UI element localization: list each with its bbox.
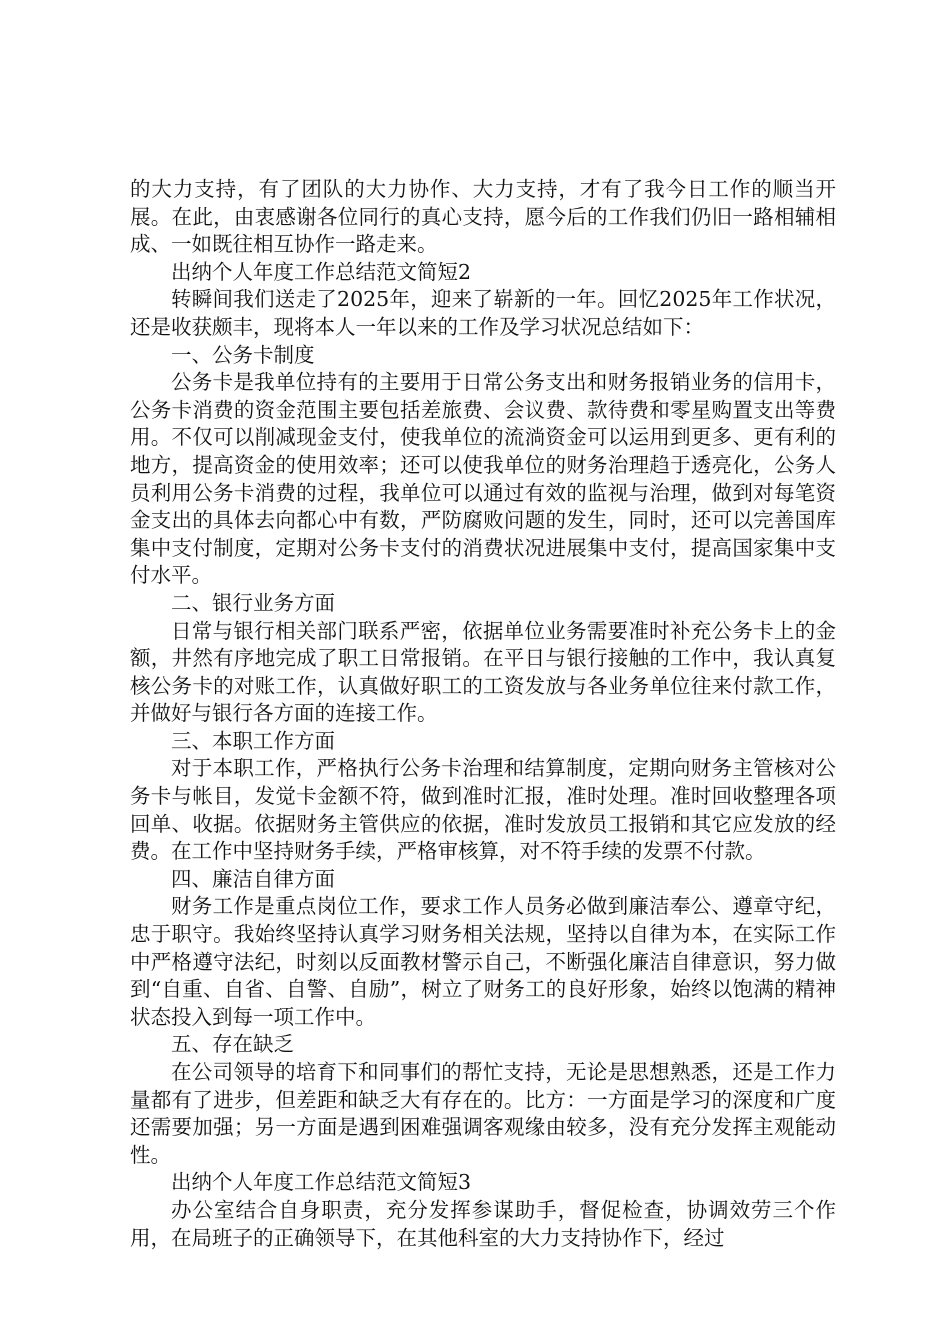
paragraph-bank-business: 日常与银行相关部门联系严密，依据单位业务需要准时补充公务卡上的金额，井然有序地完成了职工日常报销。在平日与银行接触的工作中，我认真复核公务卡的对账工作，认真做好职工的工资发放与各业务单位往来付款工作，并做好与银行各方面的连接工作。 <box>130 618 836 726</box>
heading-duty-work: 三、本职工作方面 <box>171 728 335 753</box>
section-title-3: 出纳个人年度工作总结范文简短3 <box>171 1170 472 1195</box>
paragraph-duty-work: 对于本职工作，严格执行公务卡治理和结算制度，定期向财务主管核对公务卡与帐目，发觉卡金额不符，做到准时汇报，准时处理。准时回收整理各项回单、收据。依据财务主管供应的依据，准时发放员工报销和其它应发放的经费。在工作中坚持财务手续，严格审核算，对不符手续的发票不付款。 <box>130 756 836 864</box>
heading-bank-business: 二、银行业务方面 <box>171 590 335 615</box>
paragraph-integrity: 财务工作是重点岗位工作，要求工作人员务必做到廉洁奉公、遵章守纪，忠于职守。我始终坚持认真学习财务相关法规，坚持以自律为本，在实际工作中严格遵守法纪，时刻以反面教材警示自己，不断强化廉洁自律意识，努力做到“自重、自省、自警、自励”，树立了财务工的良好形象，始终以饱满的精神状态投入到每一项工作中。 <box>130 894 836 1029</box>
heading-public-card: 一、公务卡制度 <box>171 342 315 367</box>
section-title-2: 出纳个人年度工作总结范文简短2 <box>171 259 472 284</box>
heading-shortcomings: 五、存在缺乏 <box>171 1032 294 1057</box>
paragraph-office: 办公室结合自身职责，充分发挥参谋助手，督促检查，协调效劳三个作用，在局班子的正确领导下，在其他科室的大力支持协作下，经过 <box>130 1197 836 1250</box>
heading-integrity: 四、廉洁自律方面 <box>171 866 335 891</box>
paragraph-intro: 转瞬间我们送走了2025年，迎来了崭新的一年。回忆2025年工作状况，还是收获颇丰，现将本人一年以来的工作及学习状况总结如下： <box>130 287 836 339</box>
document-body <box>130 176 836 1252</box>
paragraph-continuation: 的大力支持，有了团队的大力协作、大力支持，才有了我今日工作的顺当开展。在此，由衷感谢各位同行的真心支持，愿今后的工作我们仍旧一路相辅相成、一如既往相互协作一路走来。 <box>130 177 836 257</box>
paragraph-shortcomings: 在公司领导的培育下和同事们的帮忙支持，无论是思想熟悉，还是工作力量都有了进步，但差距和缺乏大有存在的。比方：一方面是学习的深度和广度还需要加强；另一方面是遇到困难强调客观缘由较多，没有充分发挥主观能动性。 <box>130 1060 836 1167</box>
paragraph-public-card: 公务卡是我单位持有的主要用于日常公务支出和财务报销业务的信用卡，公务卡消费的资金范围主要包括差旅费、会议费、款待费和零星购置支出等费用。不仅可以削减现金支付，使我单位的流淌资金可以运用到更多、更有利的地方，提高资金的使用效率；还可以使我单位的财务治理趋于透亮化，公务人员利用公务卡消费的过程，我单位可以通过有效的监视与治理，做到对每笔资金支出的具体去向都心中有数，严防腐败问题的发生，同时，还可以完善国库集中支付制度，定期对公务卡支付的消费状况进展集中支付，提高国家集中支付水平。 <box>130 370 836 588</box>
